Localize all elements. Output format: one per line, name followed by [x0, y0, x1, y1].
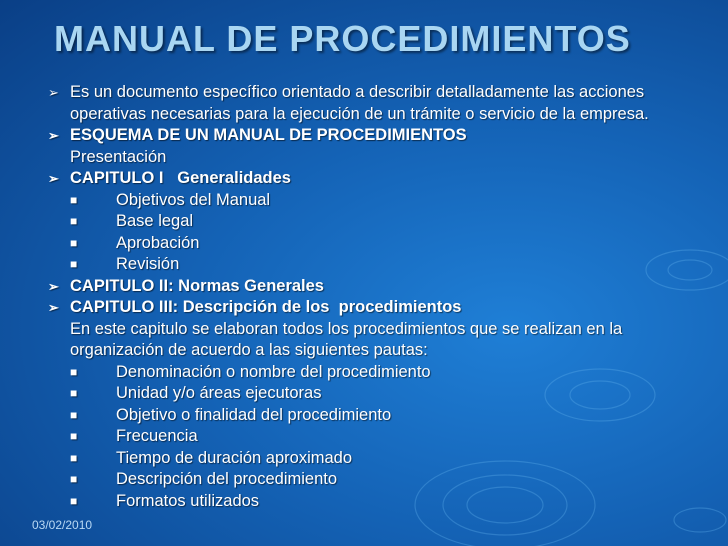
- square-bullet-icon: ■: [70, 407, 78, 422]
- square-bullet-icon: ■: [70, 364, 78, 379]
- square-item: [48, 405, 698, 427]
- square-item: [48, 383, 698, 405]
- square-item: [48, 362, 698, 384]
- bullet-text: CAPITULO I Generalidades: [70, 169, 291, 187]
- square-text: Frecuencia: [116, 427, 198, 445]
- square-text: Unidad y/o áreas ejecutoras: [116, 384, 322, 402]
- square-bullet-icon: ■: [70, 214, 78, 228]
- square-item: [48, 211, 698, 233]
- square-text: Descripción del procedimiento: [116, 470, 338, 488]
- bullet-text: CAPITULO III: Descripción de los procedimientos: [70, 298, 462, 316]
- square-text: Tiempo de duración aproximado: [116, 448, 353, 467]
- square-text: Objetivo o finalidad del procedimiento: [116, 405, 392, 424]
- square-item: [48, 469, 698, 491]
- arrowhead-bullet-icon: ➢: [48, 171, 59, 186]
- square-bullet-icon: ■: [70, 450, 78, 465]
- square-text: Base legal: [116, 212, 194, 230]
- slide-date: 03/02/2010: [32, 518, 93, 532]
- bullet-text: CAPITULO II: Normas Generales: [70, 276, 324, 295]
- square-bullet-icon: ■: [70, 257, 78, 271]
- square-bullet-icon: ■: [70, 386, 78, 400]
- square-bullet-icon: ■: [70, 235, 78, 250]
- arrowhead-bullet-icon: ➢: [48, 128, 59, 143]
- arrowhead-bullet-icon: ➢: [48, 85, 59, 100]
- plain-text: Presentación: [70, 147, 167, 166]
- arrowhead-bullet-icon: ➢: [48, 300, 59, 315]
- square-text: Revisión: [116, 255, 180, 273]
- slide-body: [48, 82, 698, 512]
- square-item: [48, 491, 698, 513]
- square-item: [48, 254, 698, 276]
- bullet-item: [48, 276, 698, 298]
- square-item: [48, 233, 698, 255]
- arrowhead-bullet-icon: ➢: [48, 278, 59, 294]
- square-item: [48, 190, 698, 212]
- square-item: [48, 448, 698, 470]
- square-item: [48, 426, 698, 448]
- bullet-item: [48, 168, 698, 190]
- slide-title: MANUAL DE PROCEDIMIENTOS: [54, 18, 631, 59]
- bullet-item: [48, 297, 698, 319]
- plain-text: En este capitulo se elaboran todos los procedimientos que se realizan en la organización de acuerdo a las siguientes pautas:: [70, 319, 623, 359]
- square-bullet-icon: ■: [70, 192, 78, 207]
- bullet-item: [48, 125, 698, 147]
- bullet-text: ESQUEMA DE UN MANUAL DE PROCEDIMIENTOS: [70, 126, 467, 144]
- square-text: Denominación o nombre del procedimiento: [116, 362, 431, 381]
- plain-item: [48, 147, 698, 169]
- bullet-item: [48, 82, 698, 125]
- square-bullet-icon: ■: [70, 472, 78, 486]
- square-text: Objetivos del Manual: [116, 190, 271, 209]
- square-text: Formatos utilizados: [116, 491, 260, 510]
- plain-item: [48, 319, 698, 362]
- bullet-text: Es un documento específico orientado a describir detalladamente las acciones operativas necesarias para la ejecución de un trámite o servicio de la empresa.: [70, 83, 649, 123]
- square-bullet-icon: ■: [70, 429, 78, 443]
- square-text: Aprobación: [116, 233, 200, 252]
- square-bullet-icon: ■: [70, 493, 78, 508]
